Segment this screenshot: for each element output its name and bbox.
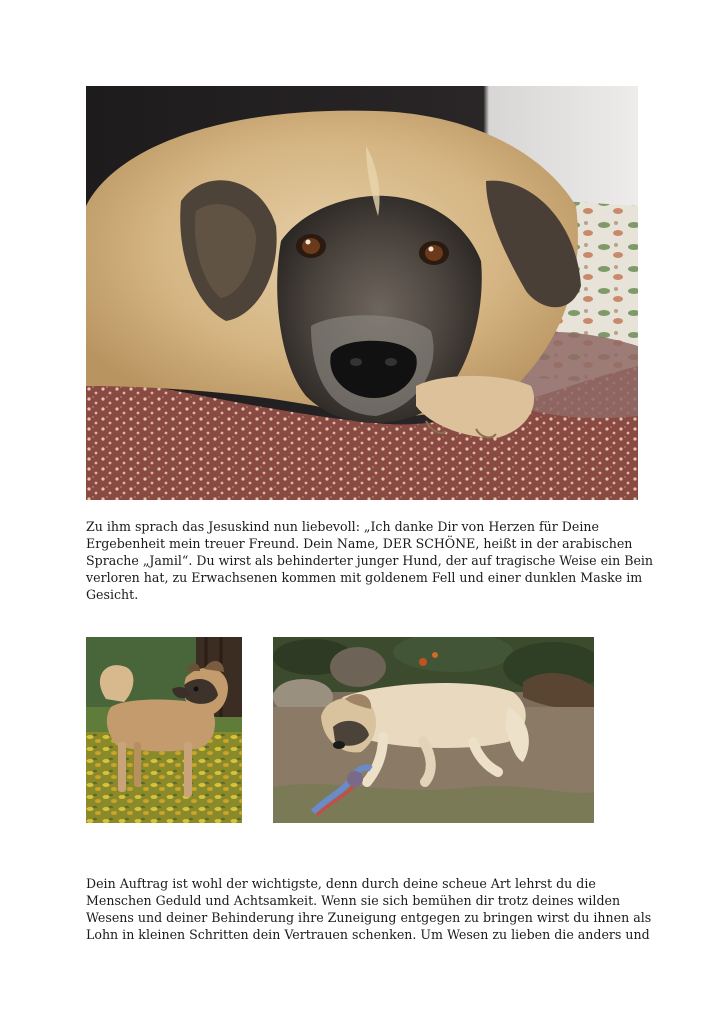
text-line: Sprache „Jamil“. Du wirst als behinderter junger Hund, der auf tragische Weise ein Bein	[86, 553, 654, 568]
text-line: Gesicht.	[86, 587, 139, 602]
text-line: verloren hat, zu Erwachsenen kommen mit goldenem Fell und einer dunklen Maske im	[86, 570, 643, 585]
paragraph-mission	[86, 875, 652, 943]
text-line: Dein Auftrag ist wohl der wichtigste, denn durch deine scheue Art lehrst du die	[86, 876, 596, 891]
paragraph-intro	[86, 518, 654, 603]
dog-lying-photo	[273, 637, 594, 823]
text-line: Lohn in kleinen Schritten dein Vertrauen schenken. Um Wesen zu lieben die anders und	[86, 927, 650, 942]
text-line: Ergebenheit mein treuer Freund. Dein Name, DER SCHÖNE, heißt in der arabischen	[86, 536, 633, 551]
dog-portrait-photo	[86, 86, 638, 500]
text-line: Wesens und deiner Behinderung ihre Zuneigung entgegen zu bringen wirst du ihnen als	[86, 910, 652, 925]
dog-standing-photo	[86, 637, 242, 823]
text-line: Menschen Geduld und Achtsamkeit. Wenn sie sich bemühen dir trotz deines wilden	[86, 893, 621, 908]
text-line: Zu ihm sprach das Jesuskind nun liebevoll: „Ich danke Dir von Herzen für Deine	[86, 519, 599, 534]
